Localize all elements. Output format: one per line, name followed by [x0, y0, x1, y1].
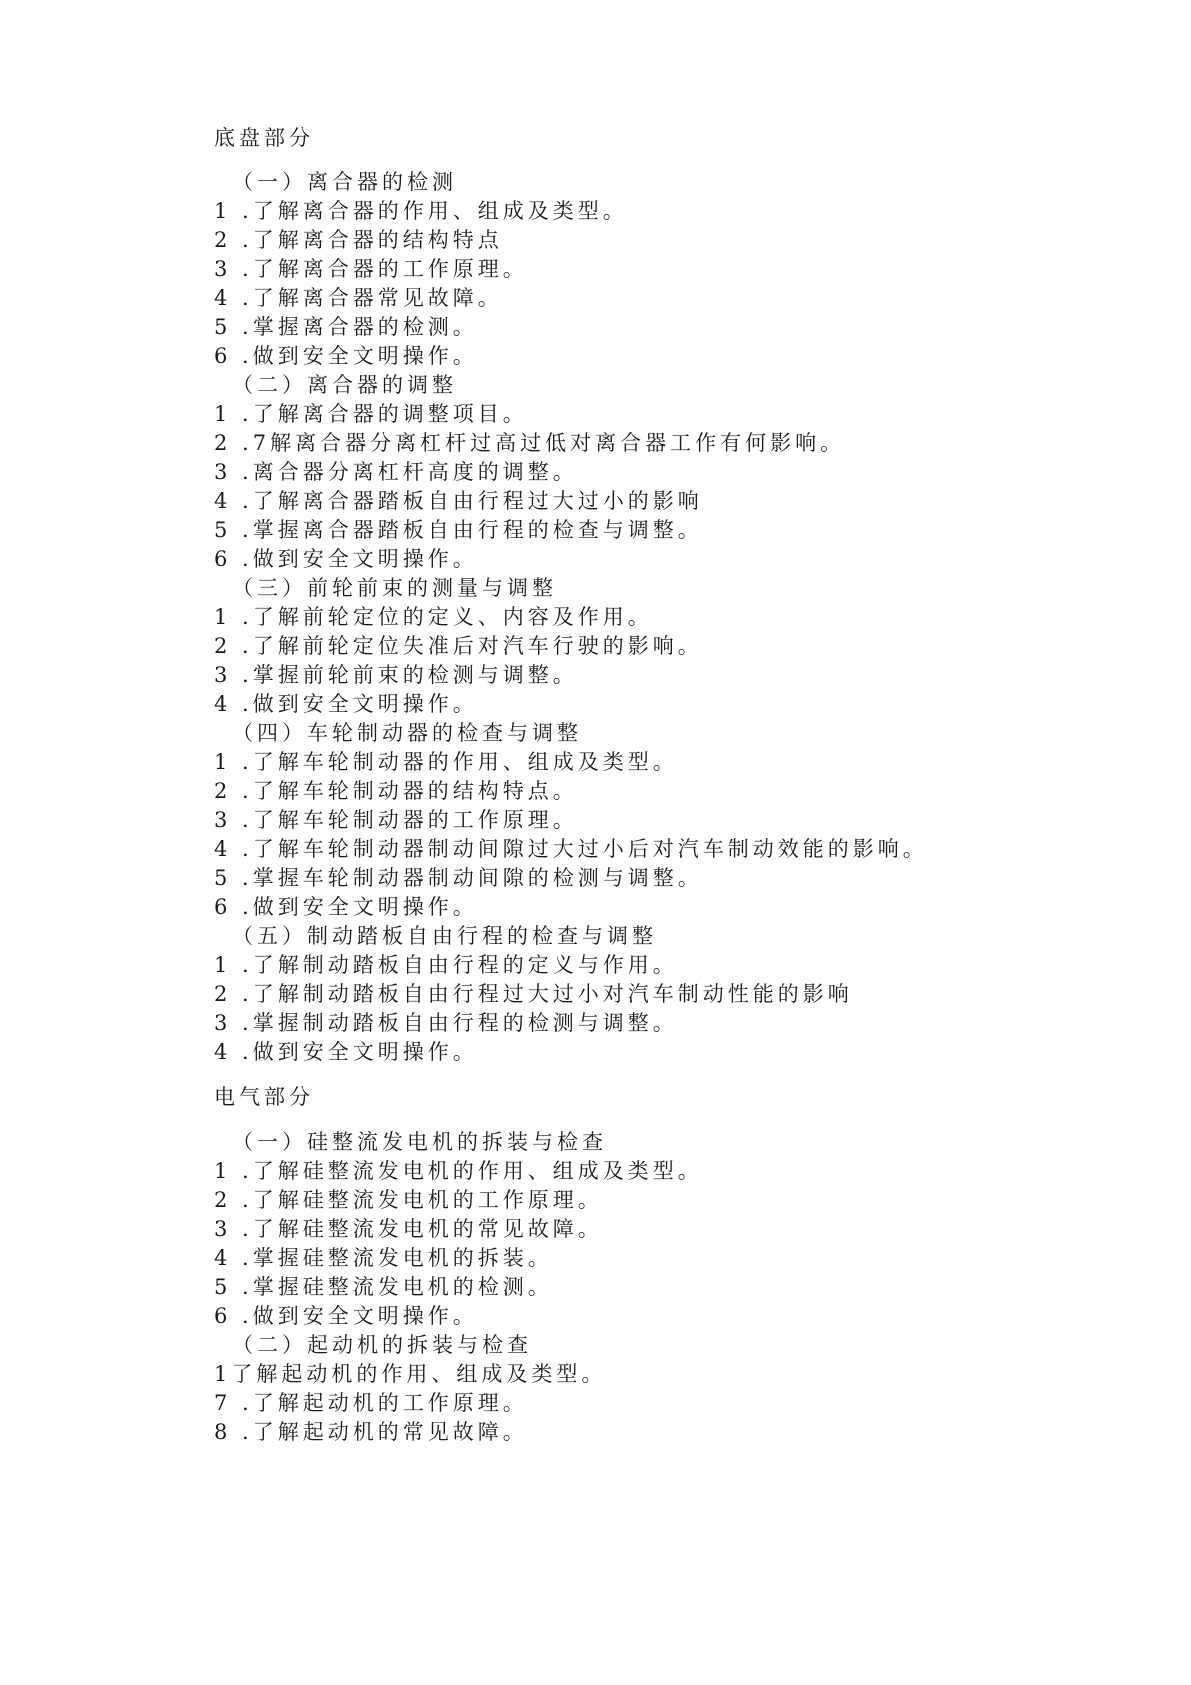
list-item: 2 .了解硅整流发电机的工作原理。: [214, 1188, 603, 1212]
list-item: 2 .了解离合器的结构特点: [214, 228, 503, 252]
list-item: 3 .了解硅整流发电机的常见故障。: [214, 1217, 603, 1241]
list-item: 3 .了解离合器的工作原理。: [214, 257, 528, 281]
list-item: 5 .掌握硅整流发电机的检测。: [214, 1275, 553, 1299]
list-item: 4 .了解离合器踏板自由行程过大过小的影响: [214, 489, 703, 513]
list-item: 4 .了解离合器常见故障。: [214, 286, 503, 310]
list-item: 8 .了解起动机的常见故障。: [214, 1420, 528, 1444]
list-item: 6 .做到安全文明操作。: [214, 547, 478, 571]
subsection-heading: （一）硅整流发电机的拆装与检查: [232, 1130, 607, 1154]
list-item: 6 .做到安全文明操作。: [214, 344, 478, 368]
subsection-heading: （三）前轮前束的测量与调整: [232, 576, 557, 600]
list-item: 5 .掌握车轮制动器制动间隙的检测与调整。: [214, 866, 703, 890]
section-heading-electrical: 电气部分: [214, 1085, 314, 1109]
subsection-heading: （一）离合器的检测: [232, 170, 457, 194]
list-item: 3 .掌握前轮前束的检测与调整。: [214, 663, 578, 687]
list-item: 6 .做到安全文明操作。: [214, 895, 478, 919]
subsection-heading: （二）起动机的拆装与检查: [232, 1333, 532, 1357]
list-item: 1 .了解制动踏板自由行程的定义与作用。: [214, 953, 678, 977]
list-item: 1 .了解前轮定位的定义、内容及作用。: [214, 605, 653, 629]
list-item: 2 .7解离合器分离杠杆过高过低对离合器工作有何影响。: [214, 431, 846, 455]
list-item: 3 .了解车轮制动器的工作原理。: [214, 808, 578, 832]
list-item: 1 .了解车轮制动器的作用、组成及类型。: [214, 750, 678, 774]
list-item: 2 .了解前轮定位失准后对汽车行驶的影响。: [214, 634, 703, 658]
list-item: 4 .做到安全文明操作。: [214, 1040, 478, 1064]
section-heading-chassis: 底盘部分: [214, 126, 314, 150]
subsection-heading: （五）制动踏板自由行程的检查与调整: [232, 924, 657, 948]
list-item: 1 .了解离合器的调整项目。: [214, 402, 528, 426]
list-item: 2 .了解制动踏板自由行程过大过小对汽车制动性能的影响: [214, 982, 853, 1006]
list-item: 6 .做到安全文明操作。: [214, 1304, 478, 1328]
subsection-heading: （四）车轮制动器的检查与调整: [232, 721, 582, 745]
list-item: 5 .掌握离合器的检测。: [214, 315, 478, 339]
list-item: 5 .掌握离合器踏板自由行程的检查与调整。: [214, 518, 703, 542]
list-item: 4 .掌握硅整流发电机的拆装。: [214, 1246, 553, 1270]
list-item: 1 .了解硅整流发电机的作用、组成及类型。: [214, 1159, 703, 1183]
list-item: 2 .了解车轮制动器的结构特点。: [214, 779, 578, 803]
list-item: 4 .做到安全文明操作。: [214, 692, 478, 716]
list-item: 3 .掌握制动踏板自由行程的检测与调整。: [214, 1011, 678, 1035]
list-item: 4 .了解车轮制动器制动间隙过大过小后对汽车制动效能的影响。: [214, 837, 928, 861]
list-item: 3 .离合器分离杠杆高度的调整。: [214, 460, 578, 484]
list-item: 1 .了解离合器的作用、组成及类型。: [214, 199, 628, 223]
list-item: 7 .了解起动机的工作原理。: [214, 1391, 528, 1415]
list-item: 1了解起动机的作用、组成及类型。: [214, 1362, 607, 1386]
subsection-heading: （二）离合器的调整: [232, 373, 457, 397]
